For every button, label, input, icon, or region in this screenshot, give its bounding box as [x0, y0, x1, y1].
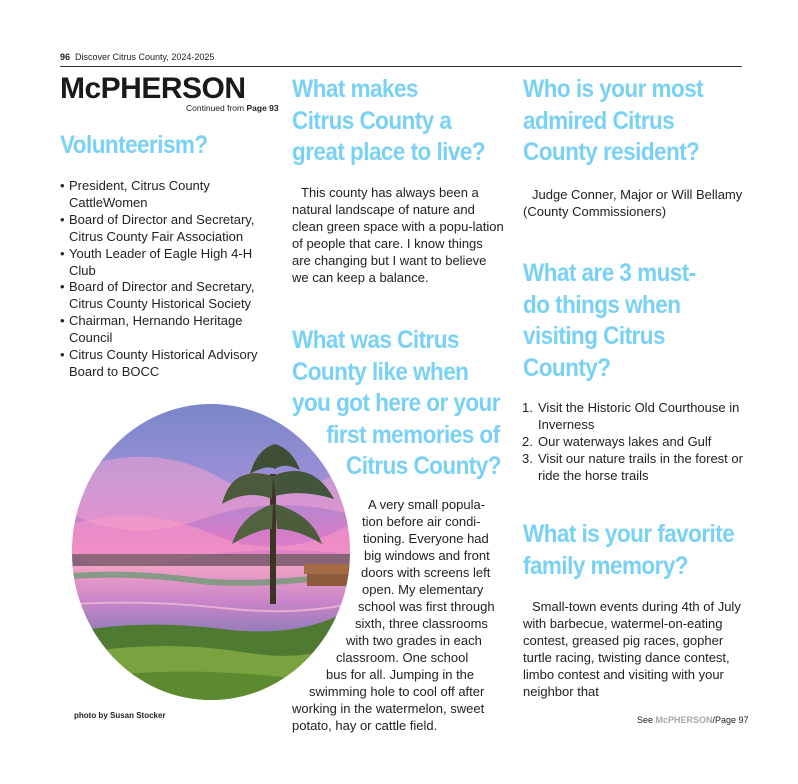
- memory-line: big windows and front: [364, 548, 490, 563]
- memory-line: tion before air condi-: [362, 514, 481, 529]
- list-item: 2. Our waterways lakes and Gulf: [522, 433, 712, 449]
- great-place-heading: What makes Citrus County a great place to live?: [292, 75, 486, 166]
- family-memory-heading: What is your favorite family memory?: [523, 520, 735, 580]
- list-item: 1. Visit the Historic Old Courthouse in Inverness: [522, 400, 740, 432]
- memory-line: sixth, three classrooms: [355, 616, 488, 631]
- memory-line: tioning. Everyone had: [363, 531, 489, 546]
- list-item: • Citrus County Historical Advisory Board to BOCC: [60, 347, 282, 381]
- memory-line: open. My elementary: [362, 582, 484, 597]
- list-item: • Board of Director and Secretary, Citrus County Historical Society: [60, 279, 282, 313]
- memory-line: with two grades in each: [346, 633, 482, 648]
- continued-on[interactable]: See McPHERSON/Page 97: [637, 715, 749, 725]
- memory-line: A very small popula-: [368, 497, 486, 512]
- list-item: • President, Citrus County CattleWomen: [60, 178, 282, 212]
- memory-line: doors with screens left: [361, 565, 491, 580]
- memory-line: bus for all. Jumping in the: [326, 667, 475, 682]
- volunteerism-list: [60, 178, 282, 381]
- publication-title: Discover Citrus County, 2024-2025: [75, 52, 215, 62]
- list-item: • Board of Director and Secretary, Citrus County Fair Association: [60, 212, 282, 246]
- memory-line: swimming hole to cool off after: [309, 684, 485, 699]
- page-header: [60, 52, 214, 62]
- volunteerism-heading: Volunteerism?: [60, 131, 208, 159]
- list-item: • Youth Leader of Eagle High 4-H Club: [60, 246, 282, 280]
- memory-line: school was first through: [358, 599, 495, 614]
- memory-line: classroom. One school: [336, 650, 469, 665]
- admired-heading: Who is your most admired Citrus County resident?: [523, 75, 704, 166]
- great-place-answer: This county has always been a natural landscape of nature and clean green space with a popu-lation of people that care. I know things are changing but I want to believe we can keep a balance.: [292, 185, 504, 285]
- must-do-heading: What are 3 must- do things when visiting Citrus County?: [523, 259, 696, 382]
- admired-answer: Judge Conner, Major or Will Bellamy (County Commissioners): [523, 187, 743, 219]
- photo-credit: photo by Susan Stocker: [74, 711, 166, 720]
- must-do-list: [522, 400, 744, 485]
- first-memories-heading: What was Citrus County like when you got here or your first memories of Citrus County?: [292, 326, 501, 480]
- continued-from: Continued from Page 93: [186, 103, 279, 113]
- list-item: 3. Visit our nature trails in the forest or ride the horse trails: [522, 450, 743, 483]
- page-number: 96: [60, 52, 71, 62]
- memory-line: working in the watermelon, sweet: [292, 701, 485, 716]
- list-item: • Chairman, Hernando Heritage Council: [60, 313, 282, 347]
- continued-page-link[interactable]: Page 93: [246, 103, 279, 113]
- header-rule: [60, 66, 742, 67]
- memory-line: potato, hay or cattle field.: [292, 718, 438, 733]
- family-memory-answer: Small-town events during 4th of July with barbecue, watermel-on-eating contest, greased pig races, gopher turtle racing, twisting dance contest, limbo contest and visiting with your neighbor that: [523, 599, 741, 699]
- profile-name: McPHERSON: [60, 72, 246, 105]
